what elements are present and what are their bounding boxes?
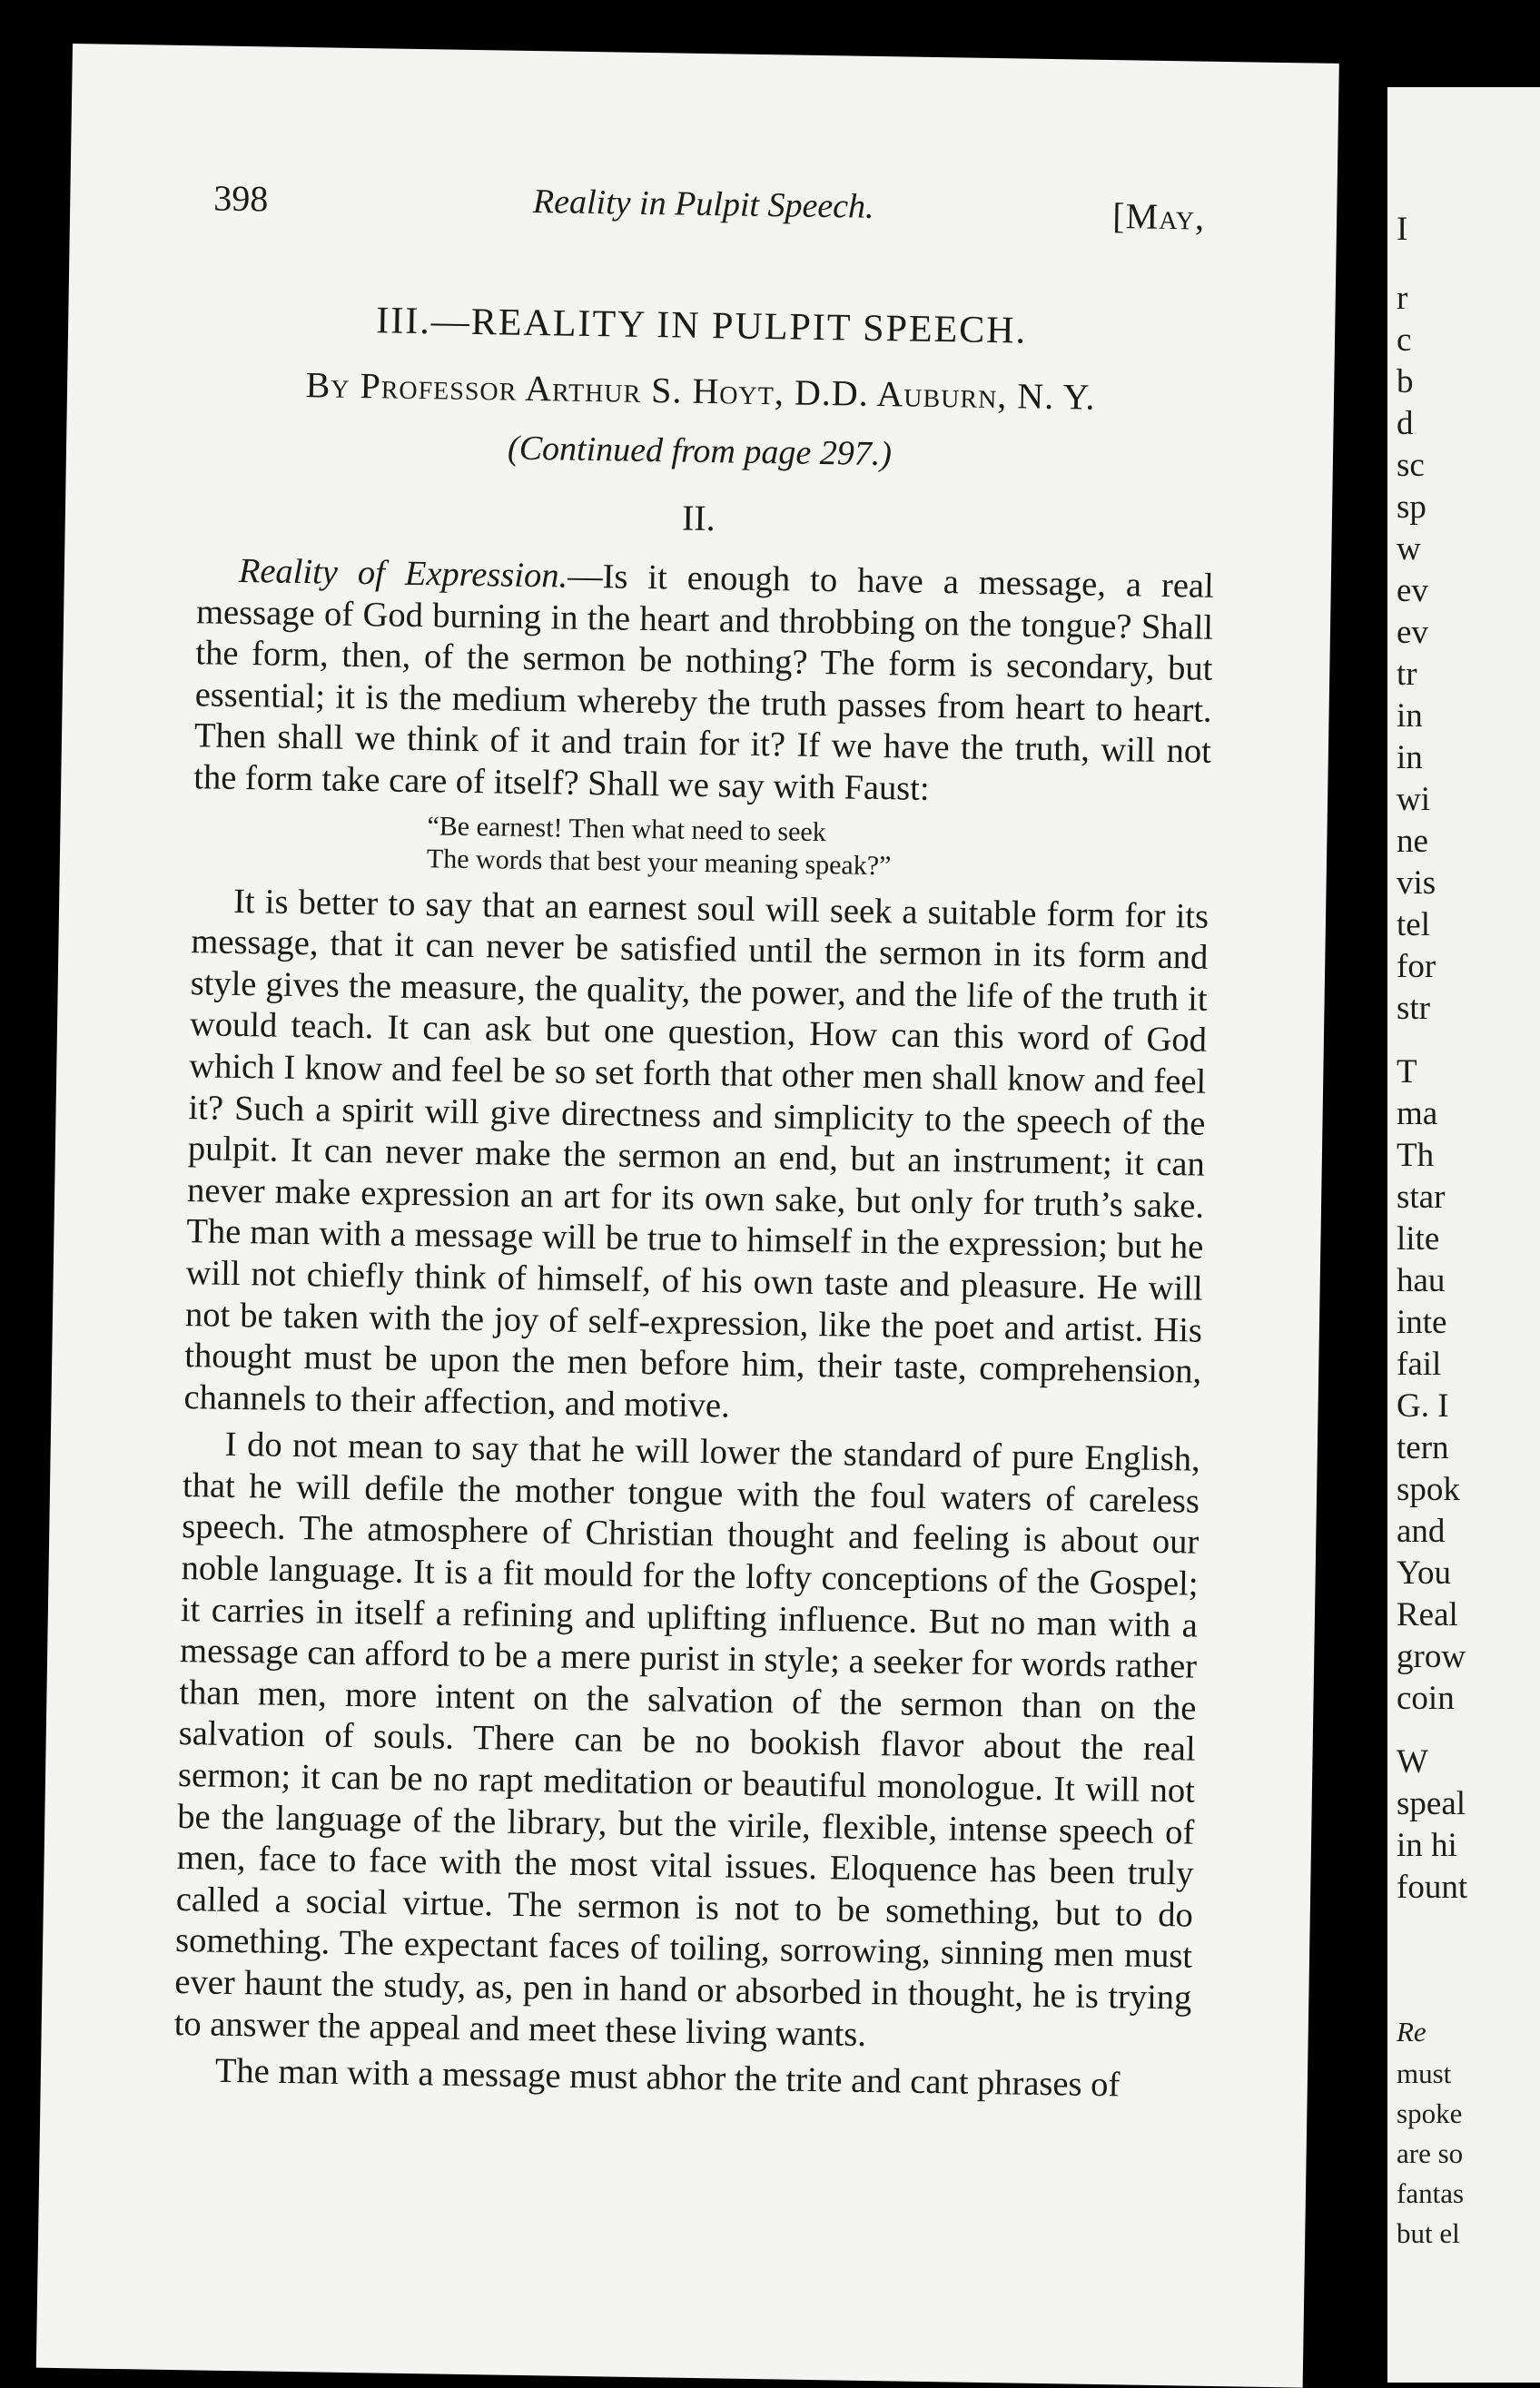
- facing-fragment: in: [1397, 739, 1423, 776]
- facing-fragment: d: [1397, 405, 1414, 442]
- facing-fragment: wi: [1397, 781, 1430, 818]
- running-month: [May,: [1112, 195, 1206, 238]
- facing-fragment: Re: [1397, 2016, 1426, 2048]
- facing-fragment: for: [1397, 948, 1436, 985]
- article-body: [173, 550, 1215, 2107]
- facing-fragment: sc: [1397, 447, 1425, 484]
- paragraph-text: —Is it enough to have a message, a real message of God burning in the heart and throbbing on the tongue? Shall the form, then, of the sermon be nothing? The form is secondary, but essential; it is the medium whereby the truth passes from heart to heart. Then shall we think of it and train for it? If we have the truth, will not the form take care of itself? Shall we say with Faust:: [192, 557, 1215, 808]
- facing-fragment: W: [1397, 1743, 1428, 1781]
- scanned-page: [36, 44, 1339, 2388]
- facing-fragment: fail: [1397, 1346, 1442, 1383]
- verse-quote: [192, 806, 1210, 888]
- facing-fragment: hau: [1397, 1262, 1446, 1299]
- facing-fragment: ma: [1397, 1095, 1438, 1132]
- facing-fragment: sp: [1397, 488, 1426, 526]
- paragraph-lead: Reality of Expression.: [238, 551, 568, 596]
- facing-fragment: tern: [1397, 1429, 1449, 1466]
- facing-fragment: grow: [1397, 1638, 1466, 1675]
- facing-fragment: T: [1397, 1053, 1417, 1090]
- facing-fragment: in: [1397, 697, 1423, 735]
- continued-note: (Continued from page 297.): [507, 429, 893, 474]
- facing-fragment: lite: [1397, 1220, 1440, 1258]
- facing-fragment: I: [1397, 211, 1408, 248]
- facing-fragment: G. I: [1397, 1387, 1449, 1425]
- running-title: Reality in Pulpit Speech.: [532, 182, 874, 226]
- facing-fragment: Th: [1397, 1137, 1435, 1174]
- facing-fragment: and: [1397, 1513, 1446, 1550]
- verse-line: The words that best your meaning speak?”: [426, 843, 892, 881]
- facing-fragment: Real: [1397, 1596, 1458, 1633]
- facing-fragment: in hi: [1397, 1827, 1457, 1864]
- article-title: III.—REALITY IN PULPIT SPEECH.: [375, 300, 1028, 352]
- paragraph: The man with a message must abhor the trite and cant phrases of: [214, 2051, 1120, 2105]
- facing-fragment: r: [1397, 280, 1408, 317]
- facing-fragment: are so: [1397, 2137, 1464, 2169]
- facing-fragment: coin: [1397, 1680, 1455, 1717]
- facing-fragment: b: [1397, 363, 1414, 400]
- facing-fragment: ne: [1397, 823, 1428, 860]
- facing-fragment: vis: [1397, 864, 1436, 902]
- facing-fragment: c: [1397, 321, 1412, 359]
- paragraph: I do not mean to say that he will lower the standard of pure English, that he will defile the mother tongue with the foul waters of careless speech. The atmosphere of Christian thought and feeling is about our noble language. It is a fit mould for the lofty conceptions of the Gospel; it carries in itself a refining and uplifting influence. But no man with a message can afford to be a mere purist in style; a seeker for words rather than men, more intent on the salvation of the sermon than on the salvation of souls. There can be no bookish flavor about the real sermon; it can be no rapt meditation or beautiful monologue. It will not be the language of the library, but the virile, flexible, intense speech of men, face to face with the most vital issues. Eloquence has been truly called a social virtue. The sermon is not to be something, but to do something. The expectant faces of toiling, sorrowing, sinning men must ever haunt the study, as, pen in hand or absorbed in thought, he is trying to answer the appeal and meet these living wants.: [173, 1426, 1200, 2054]
- facing-fragment: spoke: [1397, 2097, 1463, 2129]
- running-head: [70, 174, 1338, 249]
- page-number: 398: [212, 177, 269, 220]
- paragraph: It is better to say that an earnest soul will seek a suitable form for its message, that it can never be satisfied until the sermon in its form and style gives the measure, the quality, the power, and the life of the truth it would teach. It can ask but one question, How can this word of God which I know and feel be so set forth that other men shall know and feel it? Such a spirit will give directness and simplicity to the speech of the pulpit. It can never make the sermon an end, but an instrument; it can never make expression an art for its own sake, but only for truth’s sake. The man with a message will be true to himself in the expression; but he will not chiefly think of himself, of his own taste and pleasure. He will not be taken with the joy of self-expression, like the poet and artist. His thought must be upon the men before him, their taste, comprehension, channels to their affection, and motive.: [183, 882, 1209, 1426]
- facing-fragment: str: [1397, 990, 1430, 1027]
- facing-fragment: spok: [1397, 1471, 1460, 1508]
- verse-line: “Be earnest! Then what need to seek: [427, 810, 826, 847]
- facing-fragment: w: [1397, 530, 1421, 567]
- facing-fragment: ev: [1397, 572, 1428, 609]
- facing-fragment: inte: [1397, 1304, 1447, 1341]
- facing-fragment: tr: [1397, 656, 1417, 693]
- section-number: II.: [681, 497, 716, 539]
- facing-fragment: must: [1397, 2057, 1452, 2089]
- article-byline: By Professor Arthur S. Hoyt, D.D. Auburn, N. Y.: [305, 364, 1096, 418]
- paragraph: [193, 550, 1214, 814]
- facing-fragment: tel: [1397, 906, 1430, 943]
- facing-fragment: speal: [1397, 1785, 1466, 1822]
- facing-fragment: You: [1397, 1554, 1452, 1592]
- facing-fragment: ev: [1397, 614, 1428, 651]
- facing-page-edge: [1387, 87, 1540, 2383]
- facing-fragment: but el: [1397, 2217, 1460, 2249]
- facing-fragment: star: [1397, 1179, 1446, 1216]
- facing-fragment: fount: [1397, 1869, 1468, 1906]
- facing-fragment: fantas: [1397, 2177, 1465, 2209]
